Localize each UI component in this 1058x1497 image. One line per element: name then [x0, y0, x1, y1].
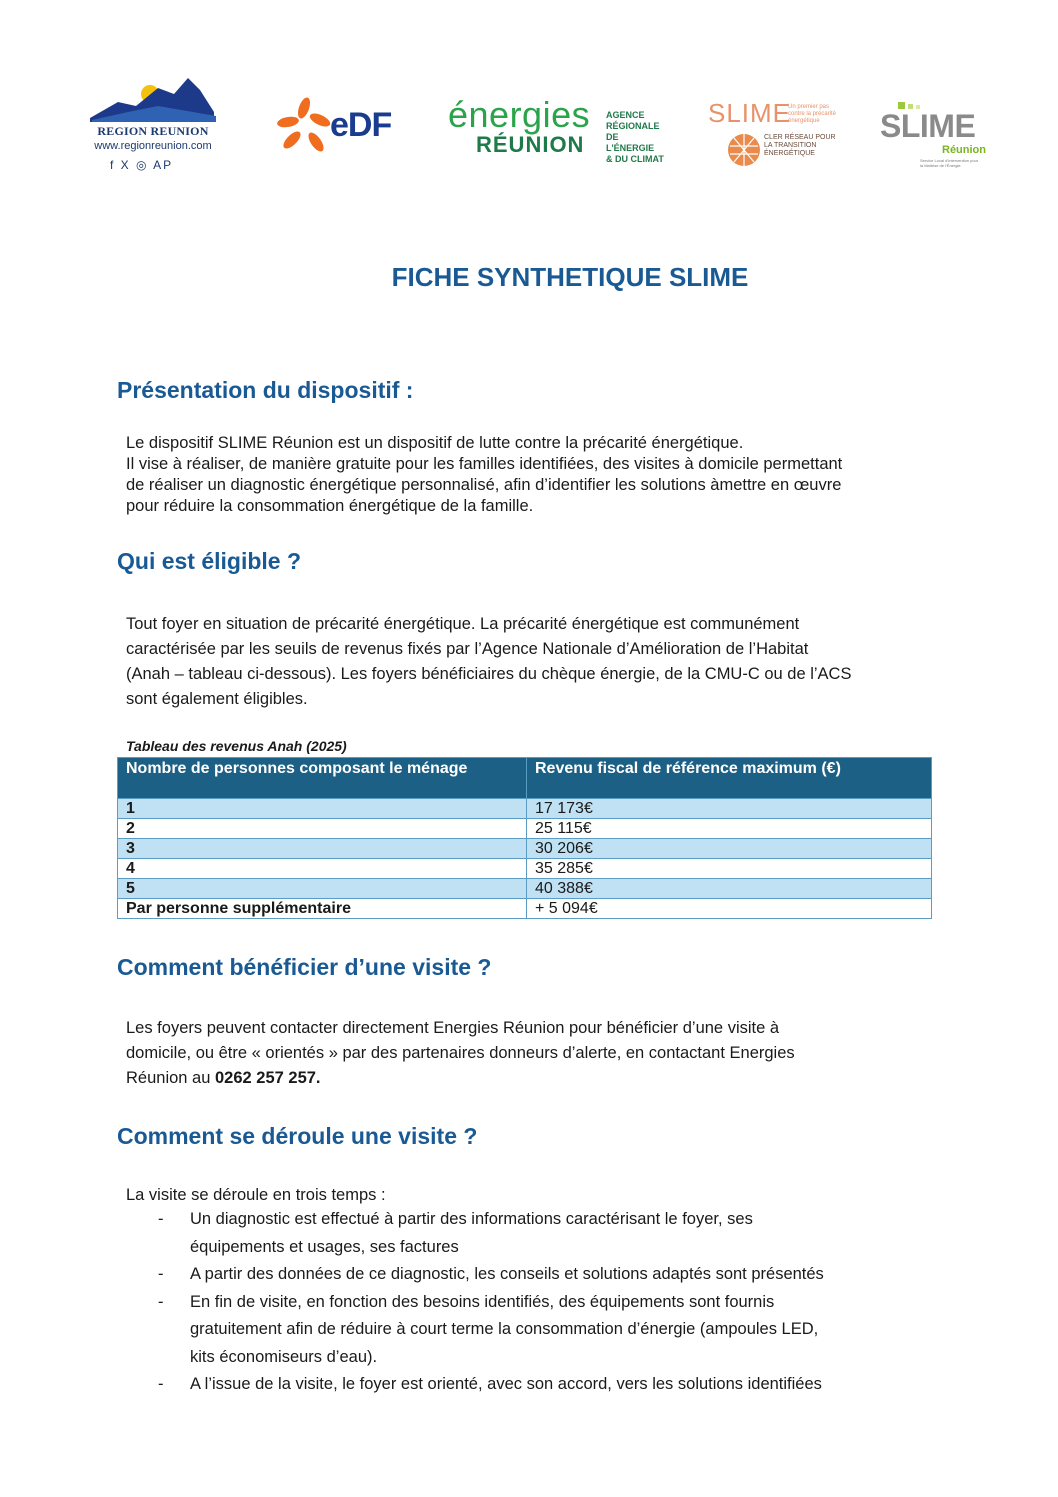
cler-text: CLER RÉSEAU POUR LA TRANSITION ÉNERGÉTIQUE	[764, 134, 836, 157]
slime-cler-logo	[706, 98, 846, 168]
table-row	[118, 879, 932, 899]
table-row	[118, 859, 932, 879]
table-row	[118, 819, 932, 839]
table-cell-income: 17 173€	[527, 799, 932, 819]
section-heading-eligible: Qui est éligible ?	[117, 548, 302, 574]
edf-wordmark: eDF	[330, 106, 392, 144]
slime-tagline: Un premier pas contre la précarité énergétique	[788, 104, 837, 124]
beneficier-paragraph: Les foyers peuvent contacter directement Energies Réunion pour bénéficier d’une visite à domicile, ou être « orientés » par des partenaires donneurs d’alerte, en contactant Energies Réunion au 0262 257 257.	[126, 1019, 795, 1087]
table-cell-income: + 5 094€	[527, 899, 932, 919]
region-name: REGION REUNION	[97, 124, 209, 138]
partner-logos	[0, 70, 1058, 180]
eligible-paragraph: Tout foyer en situation de précarité énergétique. La précarité énergétique est communément caractérisée par les seuils de revenus fixés par l’Agence Nationale d’Amélioration de l’Habitat (Anah – tableau ci-dessous). Les foyers bénéficiaires du chèque énergie, de la CMU-C ou de l’ACS sont également éligibles.	[126, 615, 852, 708]
slime-reunion-small: Service Local d'Intervention pour la Maîtrise de l'Énergie	[920, 158, 979, 168]
table-cell-household: 4	[118, 859, 527, 879]
region-url: www.regionreunion.com	[94, 140, 212, 152]
table-cell-income: 25 115€	[527, 819, 932, 839]
table-cell-income: 35 285€	[527, 859, 932, 879]
slime-reunion-sub: Réunion	[942, 144, 986, 156]
list-item: - Un diagnostic est effectué à partir des informations caractérisant le foyer, ses équipements et usages, ses factures	[158, 1210, 753, 1256]
table-cell-income: 40 388€	[527, 879, 932, 899]
mountain-sun-icon	[88, 72, 218, 124]
anah-income-table	[117, 757, 932, 919]
section-heading-deroule: Comment se déroule une visite ?	[117, 1123, 478, 1149]
table-row	[118, 899, 932, 919]
table-row	[118, 799, 932, 819]
table-cell-income: 30 206€	[527, 839, 932, 859]
page-title: FICHE SYNTHETIQUE SLIME	[391, 262, 749, 292]
visit-steps-list	[150, 1206, 920, 1399]
list-item: - A partir des données de ce diagnostic, les conseils et solutions adaptés sont présentés	[158, 1265, 824, 1283]
section-heading-beneficier: Comment bénéficier d’une visite ?	[117, 954, 492, 980]
social-icons: f X ◎ AP	[110, 158, 174, 172]
section-heading-presentation: Présentation du dispositif :	[117, 377, 414, 403]
presentation-paragraph: Le dispositif SLIME Réunion est un dispositif de lutte contre la précarité énergétique. Il vise à réaliser, de manière gratuite pour les familles identifiées, des visites à domicile permettant de réaliser un diagnostic énergétique personnalisé, afin d’identifier les solutions àmettre en œuvre pour réduire la consommation énergétique de la famille.	[126, 434, 843, 515]
slime-wordmark: SLIME	[708, 98, 792, 128]
table-header-household: Nombre de personnes composant le ménage	[118, 758, 527, 799]
table-cell-household: 1	[118, 799, 527, 819]
region-reunion-logo	[88, 72, 218, 177]
table-caption: Tableau des revenus Anah (2025)	[126, 738, 347, 754]
er-agency-text: AGENCE RÉGIONALE DE L'ÉNERGIE & DU CLIMAT	[606, 110, 664, 164]
energies-reunion-logo	[448, 94, 668, 164]
list-item: - A l’issue de la visite, le foyer est orienté, avec son accord, vers les solutions identifiées	[158, 1375, 822, 1393]
edf-logo	[276, 96, 406, 156]
table-header-row	[118, 758, 932, 799]
er-wordmark-line1: énergies	[448, 94, 591, 135]
table-cell-household: 2	[118, 819, 527, 839]
globe-icon	[726, 132, 762, 168]
table-row	[118, 839, 932, 859]
slime-reunion-wordmark: SLIME	[880, 108, 976, 144]
table-cell-household: Par personne supplémentaire	[118, 899, 527, 919]
table-cell-household: 5	[118, 879, 527, 899]
slime-reunion-logo	[880, 100, 986, 170]
table-cell-household: 3	[118, 839, 527, 859]
list-item: - En fin de visite, en fonction des besoins identifiés, des équipements sont fournis gratuitement afin de réduire à court terme la consommation d’énergie (ampoules LED, kits économiseurs d’eau).	[158, 1292, 819, 1366]
phone-number: 0262 257 257.	[215, 1069, 321, 1087]
deroule-intro: La visite se déroule en trois temps :	[126, 1186, 386, 1204]
er-wordmark-line2: RÉUNION	[476, 132, 585, 157]
table-header-income: Revenu fiscal de référence maximum (€)	[527, 758, 932, 799]
edf-flower-icon	[276, 96, 332, 156]
